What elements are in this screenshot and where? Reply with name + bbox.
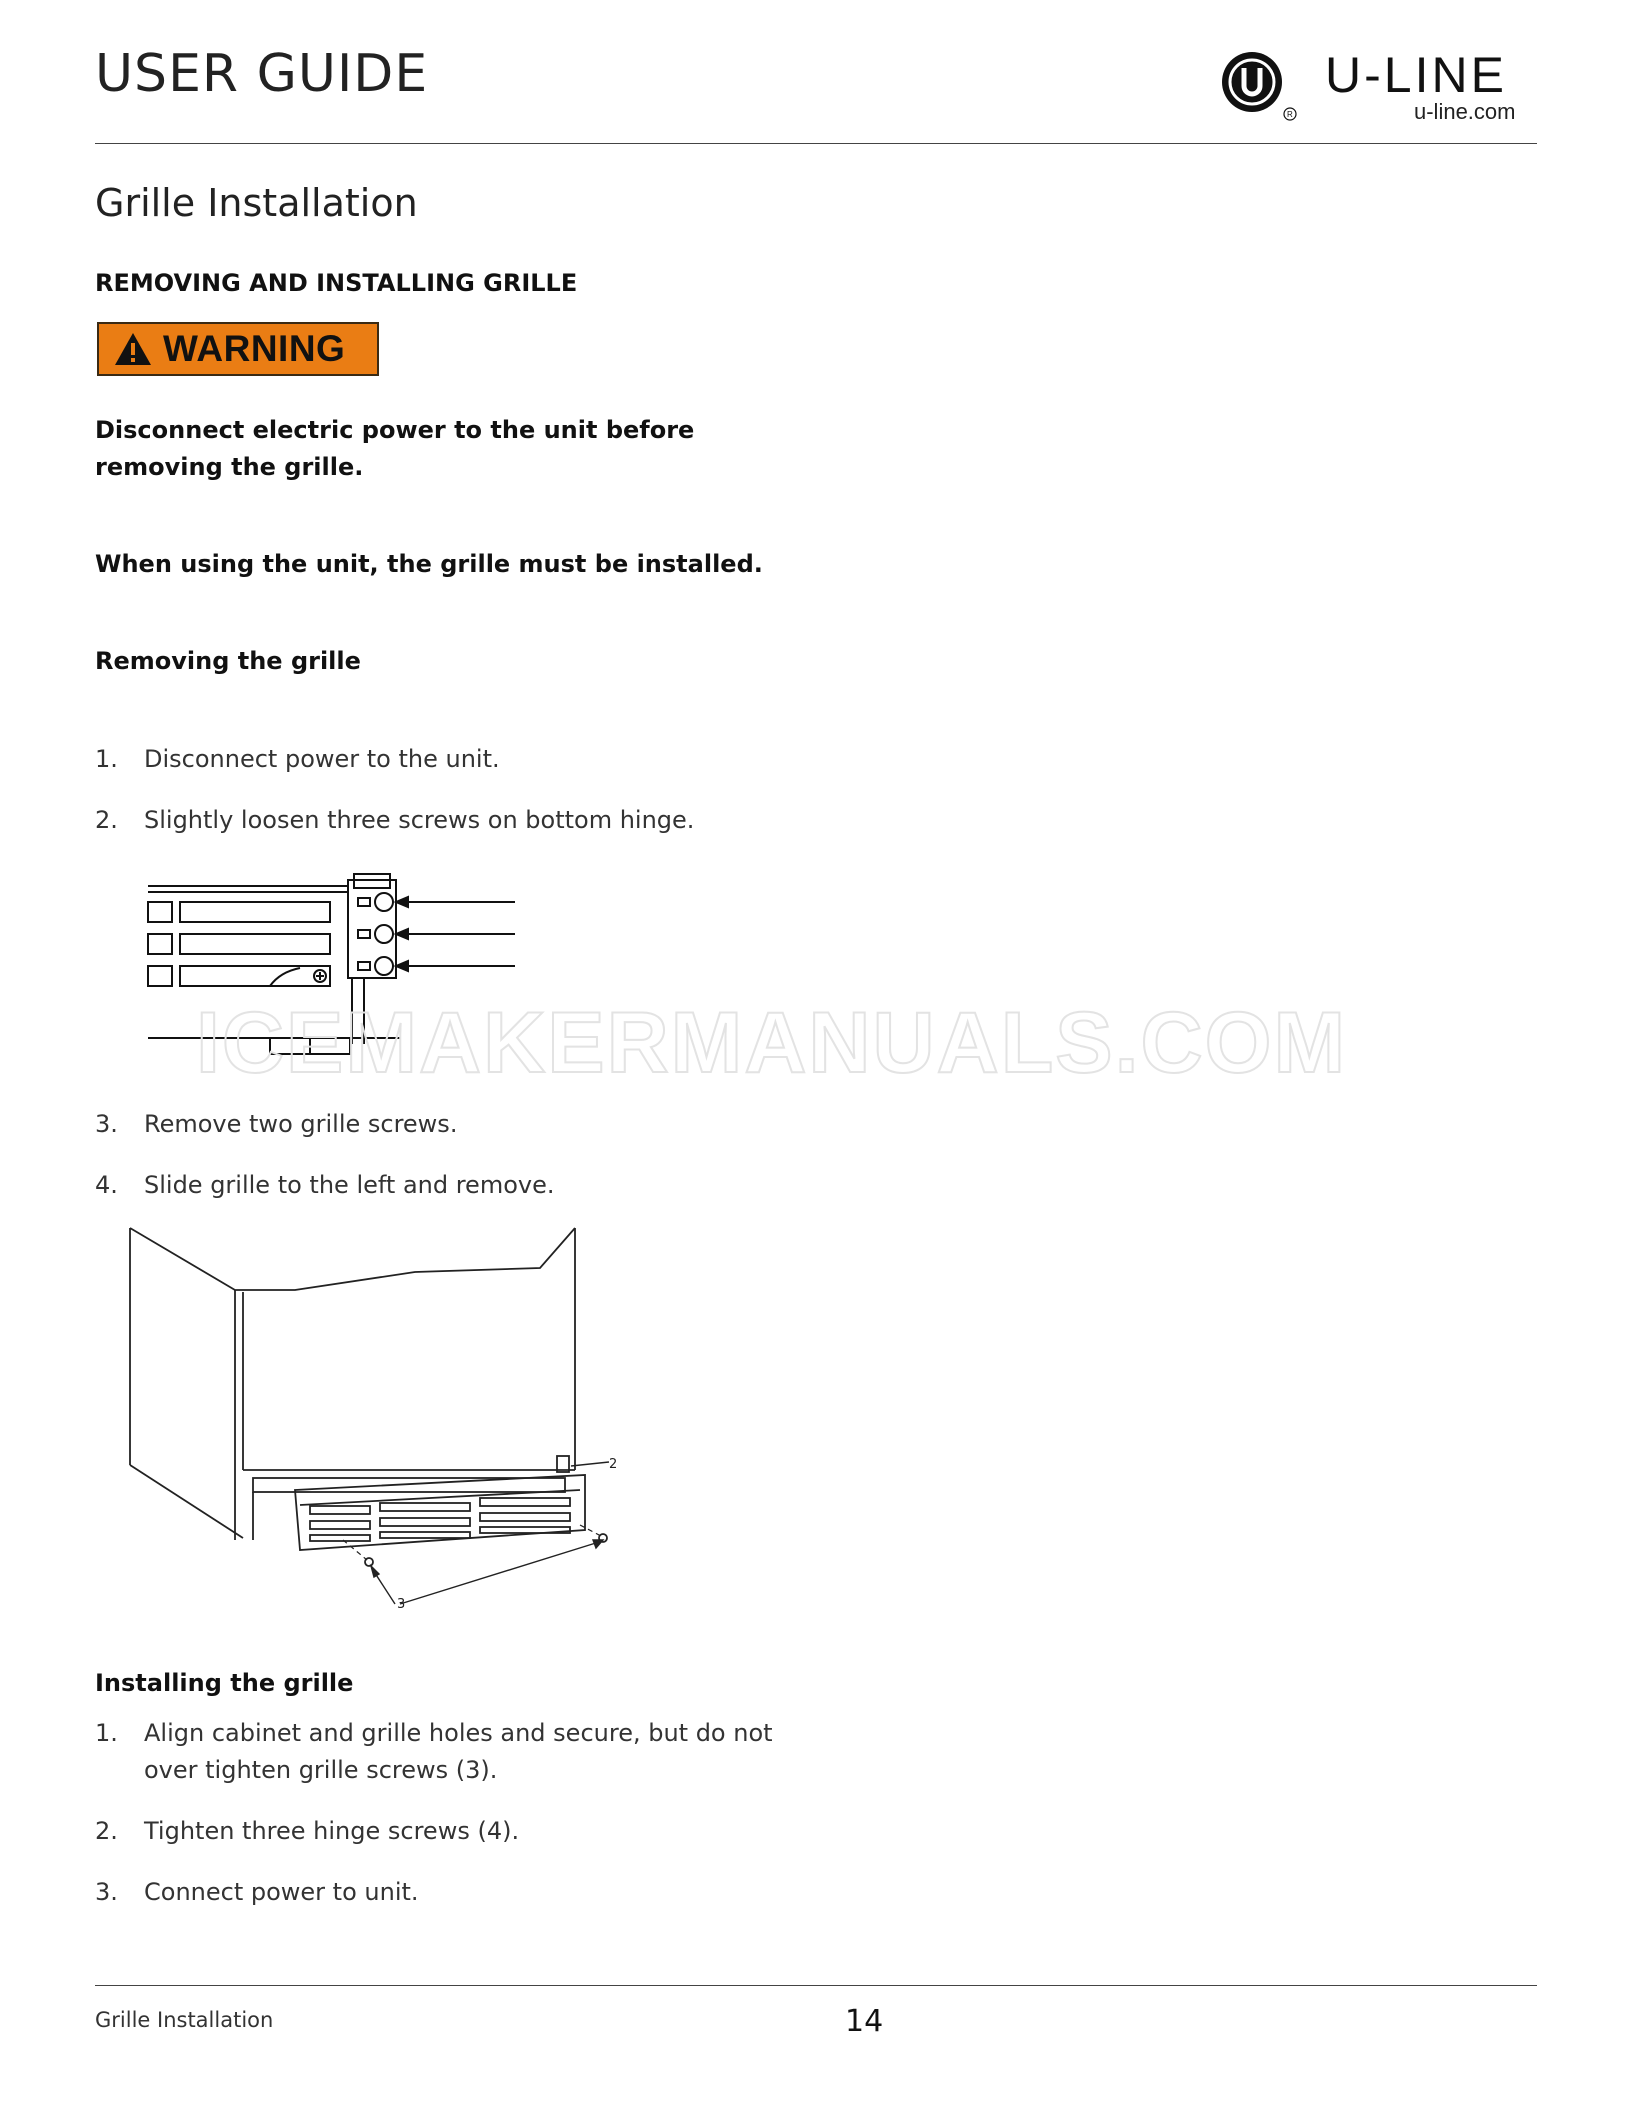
section-subtitle: REMOVING AND INSTALLING GRILLE [95, 269, 578, 297]
installing-heading: Installing the grille [95, 1669, 354, 1697]
grille-installed-note: When using the unit, the grille must be installed. [95, 550, 763, 578]
step-text: Slide grille to the left and remove. [144, 1171, 555, 1199]
callout-label: 2 [609, 1457, 618, 1472]
step-number: 3. [95, 1110, 118, 1138]
list-item [95, 802, 784, 839]
list-item [95, 1106, 784, 1143]
document-title: USER GUIDE [95, 44, 429, 104]
svg-text:R: R [1287, 110, 1293, 119]
section-title: Grille Installation [95, 181, 418, 225]
grille-removal-figure [125, 1220, 625, 1610]
header-divider [95, 143, 1537, 144]
step-text: Disconnect power to the unit. [144, 745, 500, 773]
footer-divider [95, 1985, 1537, 1986]
warning-message-line: Disconnect electric power to the unit before [95, 416, 695, 444]
step-text: Slightly loosen three screws on bottom hinge. [144, 806, 695, 834]
list-item [95, 741, 784, 778]
step-number: 2. [95, 1817, 118, 1845]
step-number: 1. [95, 745, 118, 773]
step-text: Tighten three hinge screws (4). [144, 1817, 520, 1845]
logo-wordmark: U-LINE [1325, 47, 1507, 103]
list-item [95, 1715, 784, 1789]
warning-message-line: removing the grille. [95, 453, 364, 481]
page-number: 14 [845, 2004, 884, 2039]
callout-label: 3 [397, 1597, 406, 1610]
step-number: 4. [95, 1171, 118, 1199]
step-text: Connect power to unit. [144, 1878, 419, 1906]
logo-website: u-line.com [1414, 99, 1516, 124]
exclamation-triangle-icon [113, 331, 153, 367]
watermark: ICEMAKERMANUALS.COM [196, 995, 1348, 1091]
list-item [95, 1167, 784, 1204]
warning-label: WARNING [163, 328, 346, 369]
step-text: Remove two grille screws. [144, 1110, 458, 1138]
step-number: 3. [95, 1878, 118, 1906]
list-item [95, 1874, 784, 1911]
step-number: 1. [95, 1719, 118, 1747]
warning-badge [97, 322, 379, 376]
list-item [95, 1813, 784, 1850]
removing-heading: Removing the grille [95, 647, 361, 675]
warning-message [95, 412, 694, 486]
step-number: 2. [95, 806, 118, 834]
step-text: Align cabinet and grille holes and secure, but do not over tighten grille screws (3). [144, 1719, 773, 1784]
footer-section-label: Grille Installation [95, 2008, 274, 2032]
